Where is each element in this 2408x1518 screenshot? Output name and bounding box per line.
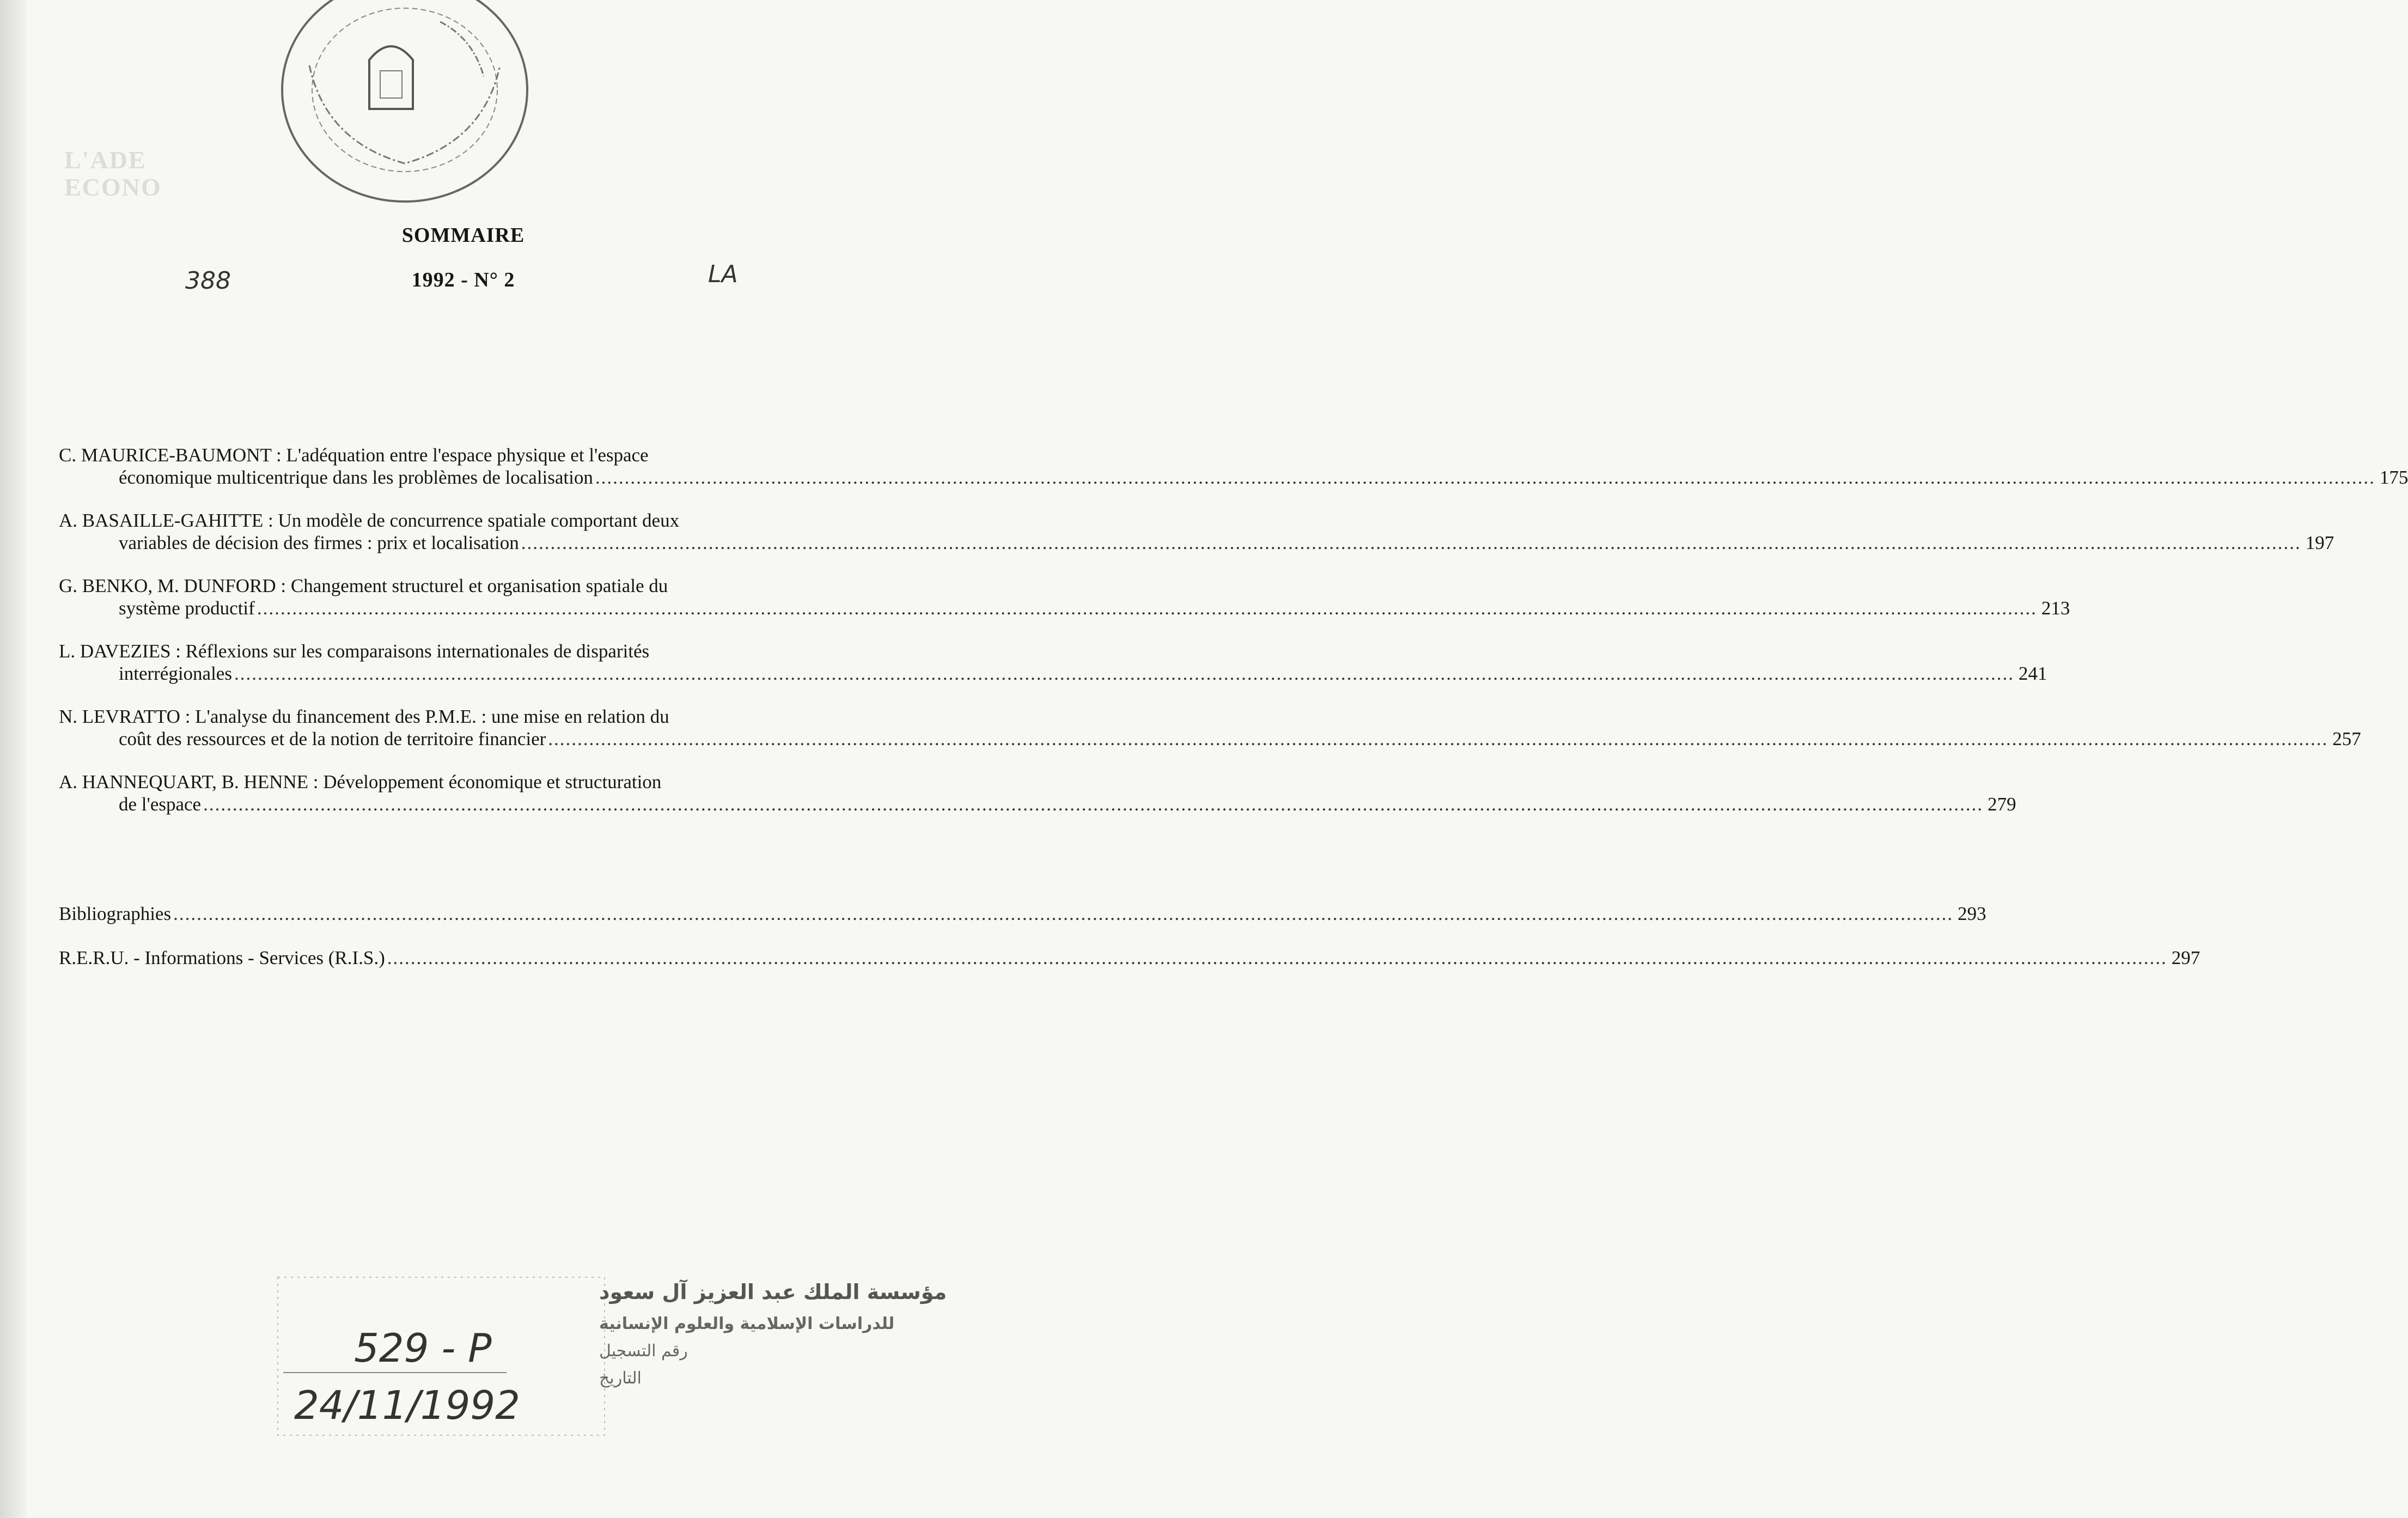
toc-entry-line2: économique multicentrique dans les problèmes de localisation xyxy=(119,467,593,488)
toc-entry xyxy=(59,575,2070,619)
stamp-date: 24/11/1992 xyxy=(294,1382,520,1428)
library-registration-stamp xyxy=(272,1272,947,1441)
leader-dots xyxy=(519,532,2303,554)
toc-entry-line2: interrégionales xyxy=(119,663,232,684)
toc-entry xyxy=(59,771,2016,815)
toc-entry-line2: de l'espace xyxy=(119,794,202,815)
extra-entry xyxy=(59,903,1986,925)
extra-page-number: 297 xyxy=(2171,947,2200,968)
toc-entry-line1: G. BENKO, M. DUNFORD : Changement structurel et organisation spatiale du xyxy=(59,575,668,596)
handwritten-note-left: 388 xyxy=(185,267,231,295)
toc-entry-line1: L. DAVEZIES : Réflexions sur les comparaisons internationales de disparités xyxy=(59,641,650,662)
leader-dots xyxy=(546,728,2330,750)
page-title: SOMMAIRE xyxy=(401,224,525,247)
toc-entry xyxy=(59,705,2361,750)
toc-page-number: 213 xyxy=(2041,598,2070,619)
toc-entry-line1: C. MAURICE-BAUMONT : L'adéquation entre l'espace physique et l'espace xyxy=(59,444,649,466)
stamp-line-2: للدراسات الإسلامية والعلوم الإنسانية xyxy=(599,1314,895,1333)
issue-number: 1992 - N° 2 xyxy=(411,269,515,291)
toc-entry xyxy=(59,444,2408,489)
leader-dots xyxy=(171,903,1955,925)
stamp-line-3: رقم التسجيل xyxy=(599,1342,688,1361)
stamp-line-1: مؤسسة الملك عبد العزيز آل سعود xyxy=(599,1280,947,1304)
ghost-text-2: ECONO xyxy=(64,173,162,201)
toc-entry-line1: N. LEVRATTO : L'analyse du financement des P.M.E. : une mise en relation du xyxy=(59,706,669,727)
extra-entry xyxy=(59,947,2200,969)
toc-entry-line2: variables de décision des firmes : prix et localisation xyxy=(119,532,519,553)
toc-entry-line1: A. HANNEQUART, B. HENNE : Développement économique et structuration xyxy=(59,771,662,792)
stamp-reg-number: 529 - P xyxy=(354,1325,492,1371)
leader-dots xyxy=(232,662,2016,685)
toc-entry-line2: coût des ressources et de la notion de territoire financier xyxy=(119,728,546,749)
toc-page-number: 197 xyxy=(2305,532,2334,553)
leader-dots xyxy=(201,793,1985,815)
ghost-text-1: L'ADE xyxy=(64,146,147,174)
handwritten-note-right: LA xyxy=(708,260,738,288)
extra-entry-label: Bibliographies xyxy=(59,903,172,924)
toc-page-number: 257 xyxy=(2332,728,2361,749)
leader-dots xyxy=(593,466,2377,489)
toc-entry xyxy=(59,509,2334,554)
stamp-line-4: التاريخ xyxy=(599,1369,642,1388)
toc-page-number: 279 xyxy=(1988,794,2016,815)
library-seal-stamp xyxy=(277,0,533,229)
leader-dots xyxy=(255,597,2039,619)
toc-page-number: 175 xyxy=(2379,467,2408,488)
extra-entry-label: R.E.R.U. - Informations - Services (R.I.S.) xyxy=(59,947,385,968)
toc-entry-line1: A. BASAILLE-GAHITTE : Un modèle de concurrence spatiale comportant deux xyxy=(59,510,680,531)
toc-page-number: 241 xyxy=(2018,663,2047,684)
extra-page-number: 293 xyxy=(1958,903,1986,924)
toc-entry-line2: système productif xyxy=(119,598,255,619)
toc-entry xyxy=(59,640,2047,685)
leader-dots xyxy=(385,947,2169,969)
